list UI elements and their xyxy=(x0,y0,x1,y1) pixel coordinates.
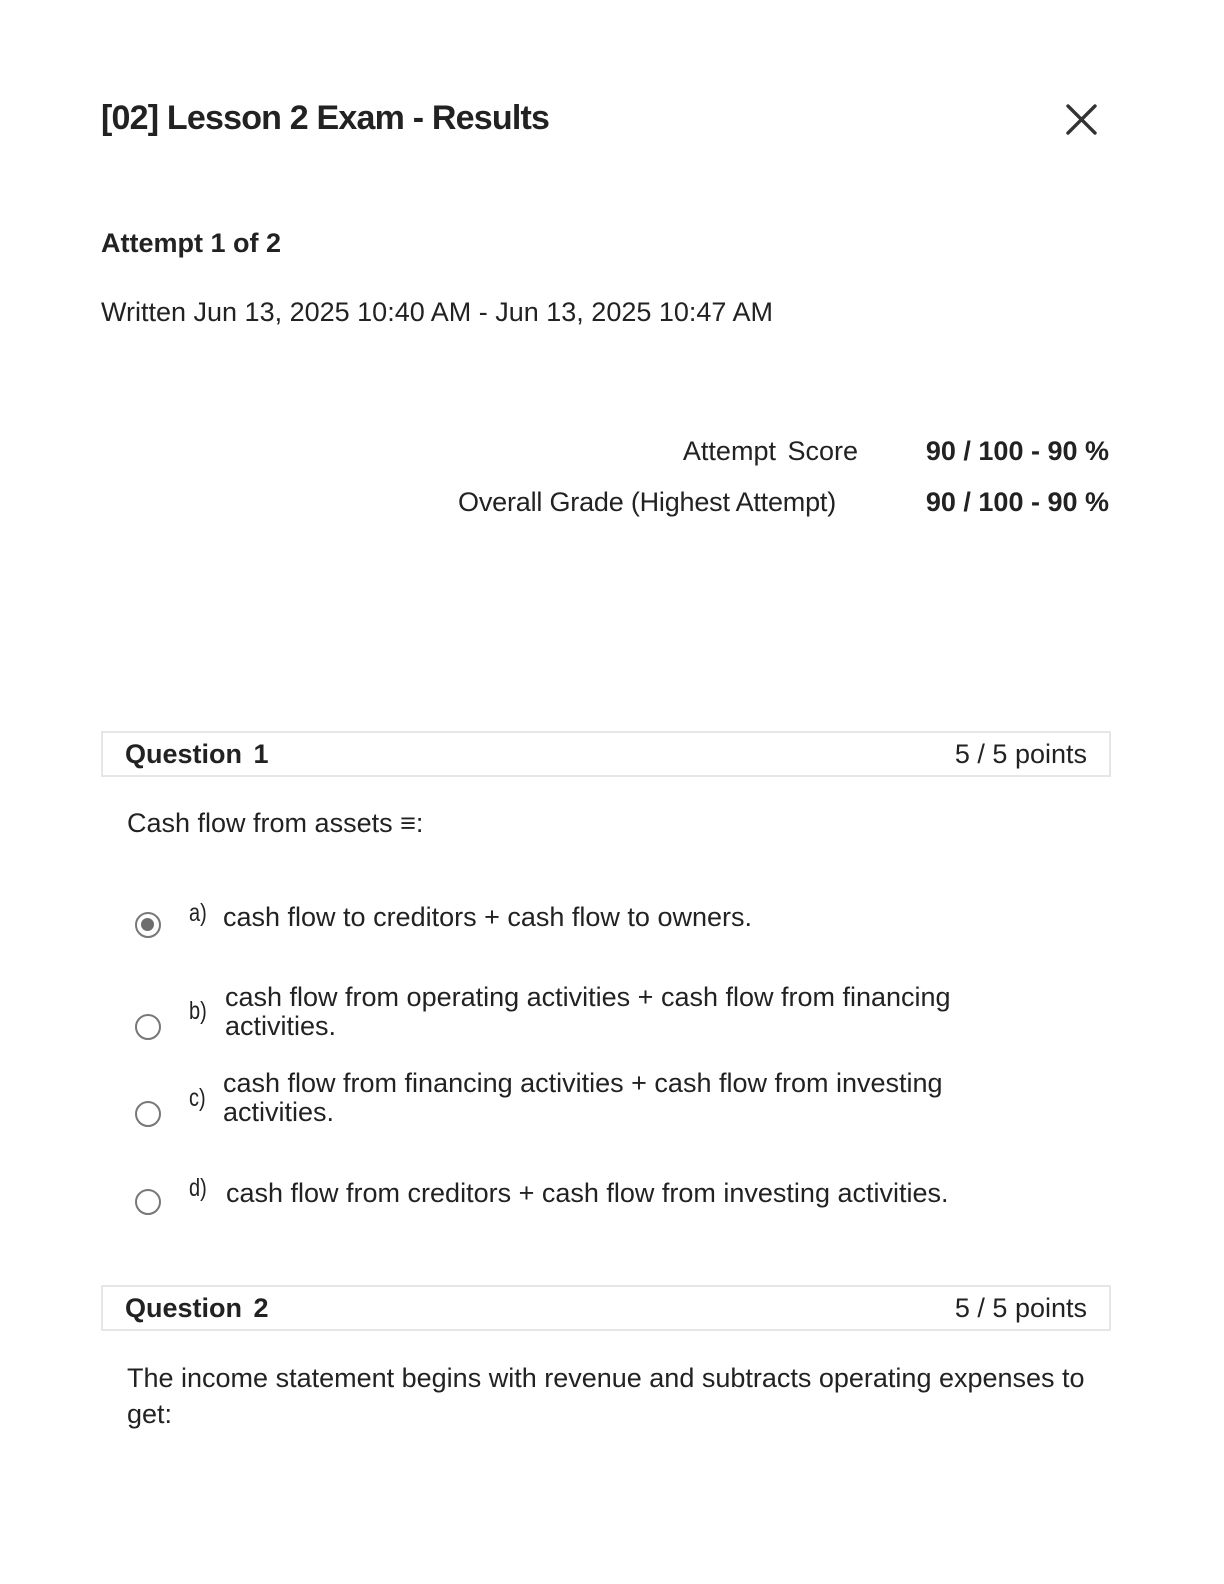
attempt-written-time: Written Jun 13, 2025 10:40 AM - Jun 13, 2025 10:47 AM xyxy=(101,297,773,327)
option-d-text: cash flow from creditors + cash flow from investing activities. xyxy=(226,1178,949,1208)
option-a-letter: a) xyxy=(189,899,207,927)
option-b-letter: b) xyxy=(189,997,207,1025)
question-1-title: Question 1 xyxy=(125,739,269,769)
close-icon xyxy=(1060,98,1104,142)
question-2-header xyxy=(101,1285,1111,1331)
attempt-score-label: Attempt Score xyxy=(682,436,858,466)
question-1-text: Cash flow from assets ≡: xyxy=(127,808,424,838)
question-2-text: The income statement begins with revenue and subtracts operating expenses to get: xyxy=(127,1363,1085,1429)
option-c-text: cash flow from financing activities + cash flow from investing activities. xyxy=(223,1068,943,1127)
question-1-header xyxy=(101,731,1111,777)
option-b-radio[interactable] xyxy=(135,1014,161,1040)
overall-grade-value: 90 / 100 - 90 % xyxy=(925,487,1109,517)
overall-grade-label: Overall Grade (Highest Attempt) xyxy=(458,487,836,517)
option-b-text: cash flow from operating activities + cash flow from financing activities. xyxy=(225,982,951,1041)
question-2-title: Question 2 xyxy=(125,1293,269,1323)
attempt-label: Attempt 1 of 2 xyxy=(101,228,282,258)
question-2-points: 5 / 5 points xyxy=(954,1293,1087,1323)
close-button[interactable] xyxy=(1060,98,1104,142)
option-a-text: cash flow to creditors + cash flow to owners. xyxy=(223,902,752,932)
question-1-points: 5 / 5 points xyxy=(954,739,1087,769)
option-d-radio[interactable] xyxy=(135,1189,161,1215)
option-a-radio[interactable] xyxy=(135,912,161,938)
page-title: [02] Lesson 2 Exam - Results xyxy=(101,99,550,137)
option-c-radio[interactable] xyxy=(135,1101,161,1127)
option-c-letter: c) xyxy=(189,1084,206,1112)
attempt-score-value: 90 / 100 - 90 % xyxy=(925,436,1109,466)
option-d-letter: d) xyxy=(189,1174,207,1202)
